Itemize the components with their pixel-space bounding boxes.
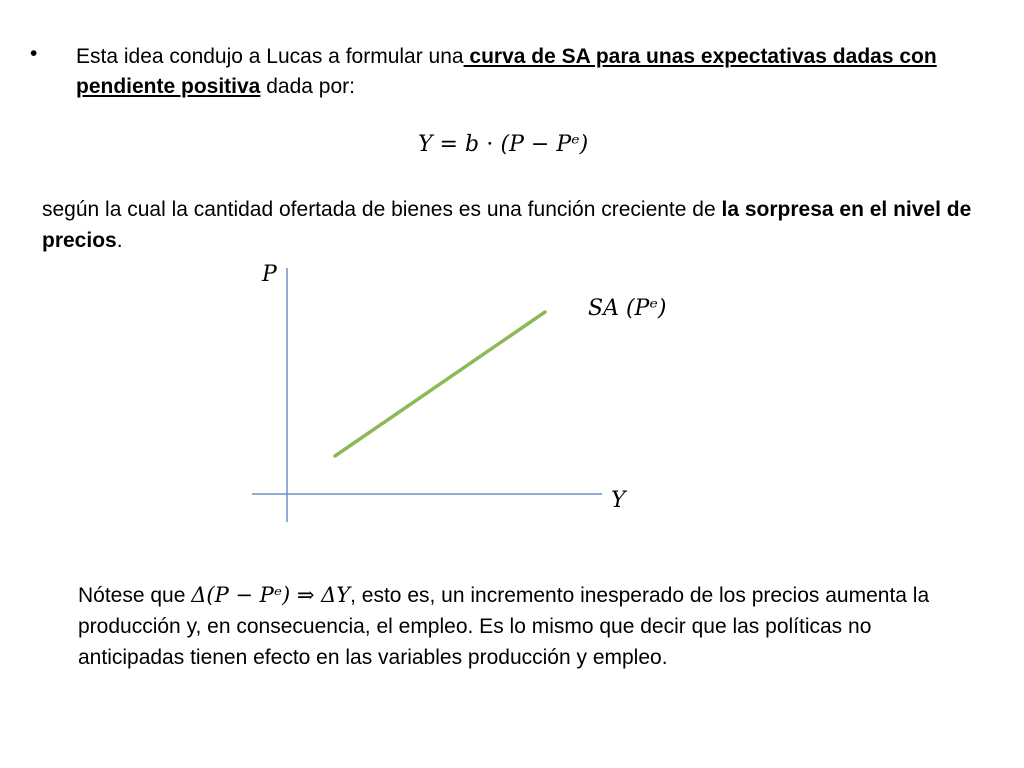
bullet-emphasis: curva de SA para unas expectativas dadas con pendiente positiva [76, 45, 937, 98]
y-axis-label: P [262, 262, 277, 287]
note-suffix: , esto es, un incremento inesperado de los precios aumenta la producción y, en consecuencia, el empleo. Es lo mismo que decir que las políticas no anticipadas tienen efecto en las variables producción y empleo. [78, 584, 930, 669]
paragraph-emphasis: la sorpresa en el nivel de precios [42, 198, 972, 252]
paragraph-start: según la cual la cantidad ofertada de bienes es una función creciente de [42, 198, 722, 221]
paragraph-end: . [116, 229, 123, 252]
lucas-formula: Y = b ⋅ (P − Pᵉ) [418, 132, 589, 157]
bullet-end: dada por: [260, 75, 355, 98]
sa-curve-label: SA (Pᵉ) [588, 296, 667, 321]
note-math: Δ(P − Pᵉ) ⇒ ΔY [191, 583, 351, 607]
note-paragraph [78, 580, 958, 673]
sa-curve-line [335, 312, 545, 456]
bullet-marker: • [30, 42, 38, 65]
x-axis-label: Y [611, 488, 626, 513]
bullet-intro: Esta idea condujo a Lucas a formular una [76, 45, 464, 68]
note-prefix: Nótese que [78, 584, 192, 607]
